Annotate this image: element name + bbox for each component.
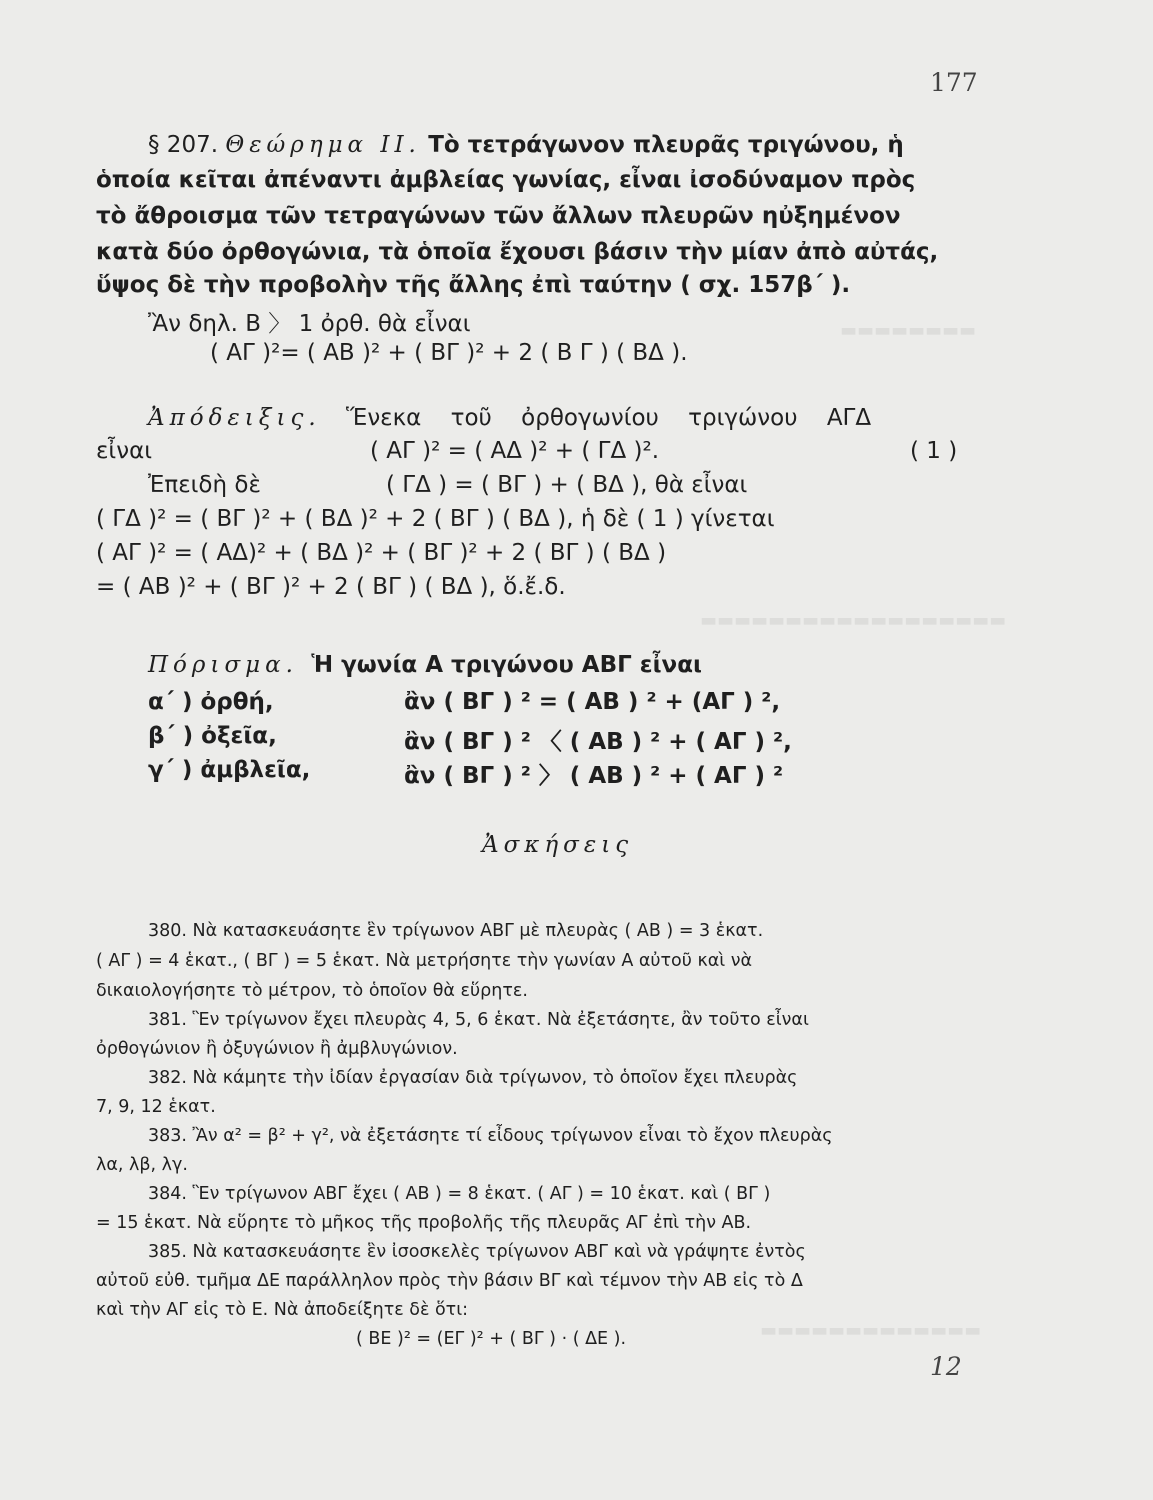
proof-text: Ἐπειδὴ δὲ	[148, 472, 261, 498]
exercise-line: 385. Νὰ κατασκευάσητε ἓν ἰσοσκελὲς τρίγωνον ΑΒΓ καὶ νὰ γράψητε ἐντὸς	[148, 1242, 806, 1262]
proof-formula: = ( ΑΒ )² + ( ΒΓ )² + 2 ( ΒΓ ) ( ΒΔ ), ὅ.ἔ.δ.	[96, 574, 566, 600]
equation-number: ( 1 )	[910, 438, 958, 464]
corollary-case-condition: ἂν ( ΒΓ ) ² = ( ΑΒ ) ² + (ΑΓ ) ²,	[404, 689, 781, 715]
theorem-line-1	[148, 132, 904, 158]
proof-line-1	[148, 405, 871, 431]
theorem-text: κατὰ δύο ὀρθογώνια, τὰ ὁποῖα ἔχουσι βάσιν τὴν μίαν ἀπὸ αὐτάς,	[96, 239, 939, 265]
theorem-text: Τὸ τετράγωνον πλευρᾶς τριγώνου, ἡ	[428, 132, 904, 158]
proof-formula: ( ΑΓ )² = ( ΑΔ )² + ( ΓΔ )².	[370, 438, 660, 464]
theorem-label: Θεώρημα ΙΙ.	[225, 132, 421, 158]
theorem-text: τὸ ἄθροισμα τῶν τετραγώνων τῶν ἄλλων πλευρῶν ηὐξημένον	[96, 203, 901, 229]
page-number: 177	[930, 68, 978, 97]
exercise-line: 382. Νὰ κάμητε τὴν ἰδίαν ἐργασίαν διὰ τρίγωνον, τὸ ὁποῖον ἔχει πλευρὰς	[148, 1068, 798, 1088]
hypothesis: Ἂν δηλ. Β 〉 1 ὀρθ. θὰ εἶναι	[148, 311, 471, 337]
exercise-line: ὀρθογώνιον ἢ ὀξυγώνιον ἢ ἀμβλυγώνιον.	[96, 1039, 458, 1059]
exercise-line: 383. Ἂν α² = β² + γ², νὰ ἐξετάσητε τί εἶδους τρίγωνον εἶναι τὸ ἔχον πλευρὰς	[148, 1126, 833, 1146]
exercise-line: 384. Ἓν τρίγωνον ΑΒΓ ἔχει ( ΑΒ ) = 8 ἑκατ. ( ΑΓ ) = 10 ἑκατ. καὶ ( ΒΓ )	[148, 1184, 771, 1204]
proof-text: εἶναι	[96, 438, 153, 464]
corollary-intro: Ἡ γωνία Α τριγώνου ΑΒΓ εἶναι	[311, 652, 702, 678]
proof-label: Ἀπόδειξις.	[148, 405, 321, 431]
theorem-text-last	[96, 272, 850, 298]
exercise-formula: ( ΒΕ )² = (ΕΓ )² + ( ΒΓ ) · ( ΔΕ ).	[356, 1329, 627, 1349]
show-through-texture: ▬▬▬▬▬▬▬▬▬▬▬▬▬	[760, 1320, 982, 1341]
proof-formula: ( ΓΔ ) = ( ΒΓ ) + ( ΒΔ ), θὰ εἶναι	[386, 472, 748, 498]
theorem-text: ὕψος δὲ τὴν προβολὴν τῆς ἄλλης ἐπὶ ταύτην ( σχ. 157β΄ ).	[96, 272, 851, 298]
exercise-line: = 15 ἑκατ. Νὰ εὕρητε τὸ μῆκος τῆς προβολῆς τῆς πλευρᾶς ΑΓ ἐπὶ τὴν ΑΒ.	[96, 1213, 752, 1233]
exercise-line: καὶ τὴν ΑΓ εἰς τὸ Ε. Νὰ ἀποδείξητε δὲ ὅτι:	[96, 1300, 469, 1320]
theorem-text: ὁποία κεῖται ἀπέναντι ἀμβλείας γωνίας, εἶναι ἰσοδύναμον πρὸς	[96, 167, 916, 193]
show-through-texture: ▬▬▬▬▬▬▬▬▬▬▬▬▬▬▬▬▬▬	[700, 610, 1007, 631]
exercise-line: 380. Νὰ κατασκευάσητε ἓν τρίγωνον ΑΒΓ μὲ πλευρὰς ( ΑΒ ) = 3 ἑκατ.	[148, 921, 764, 941]
exercise-line: 381. Ἓν τρίγωνον ἔχει πλευρὰς 4, 5, 6 ἑκατ. Νὰ ἐξετάσητε, ἂν τοῦτο εἶναι	[148, 1010, 809, 1030]
exercise-line: ( ΑΓ ) = 4 ἑκατ., ( ΒΓ ) = 5 ἑκατ. Νὰ μετρήσητε τὴν γωνίαν Α αὐτοῦ καὶ νὰ	[96, 951, 753, 971]
corollary-case-name: γ΄ ) ἀμβλεῖα,	[148, 757, 311, 783]
theorem-formula: ( ΑΓ )²= ( ΑΒ )² + ( ΒΓ )² + 2 ( Β Γ ) ( ΒΔ ).	[210, 340, 688, 366]
exercise-line: 7, 9, 12 ἑκατ.	[96, 1097, 216, 1117]
proof-formula: ( ΑΓ )² = ( ΑΔ)² + ( ΒΔ )² + ( ΒΓ )² + 2 ( ΒΓ ) ( ΒΔ )	[96, 540, 667, 566]
proof-formula: ( ΓΔ )² = ( ΒΓ )² + ( ΒΔ )² + 2 ( ΒΓ ) ( ΒΔ ), ἡ δὲ ( 1 ) γίνεται	[96, 506, 775, 532]
corollary-case-condition: ἂν ( ΒΓ ) ² 〈 ( ΑΒ ) ² + ( ΑΓ ) ²,	[404, 729, 792, 755]
exercises-heading: Ἀσκήσεις	[482, 832, 634, 858]
exercise-line: δικαιολογήσητε τὸ μέτρον, τὸ ὁποῖον θὰ εὕρητε.	[96, 981, 528, 1001]
corollary-case-name: β΄ ) ὀξεῖα,	[148, 723, 277, 749]
exercise-line: αὐτοῦ εὐθ. τμῆμα ΔΕ παράλληλον πρὸς τὴν βάσιν ΒΓ καὶ τέμνον τὴν ΑΒ εἰς τὸ Δ	[96, 1271, 803, 1291]
corollary-label: Πόρισμα.	[148, 652, 298, 678]
section-number: § 207.	[148, 132, 219, 158]
proof-text: Ἕνεκα τοῦ ὀρθογωνίου τριγώνου ΑΓΔ	[345, 405, 872, 431]
corollary-line-1	[148, 652, 702, 678]
signature-mark: 12	[930, 1352, 962, 1381]
show-through-texture: ▬▬▬▬▬▬▬▬	[840, 320, 977, 341]
exercise-line: λα, λβ, λγ.	[96, 1155, 188, 1175]
corollary-case-condition: ἂν ( ΒΓ ) ² 〉 ( ΑΒ ) ² + ( ΑΓ ) ²	[404, 763, 784, 789]
corollary-case-name: α΄ ) ὀρθή,	[148, 689, 274, 715]
